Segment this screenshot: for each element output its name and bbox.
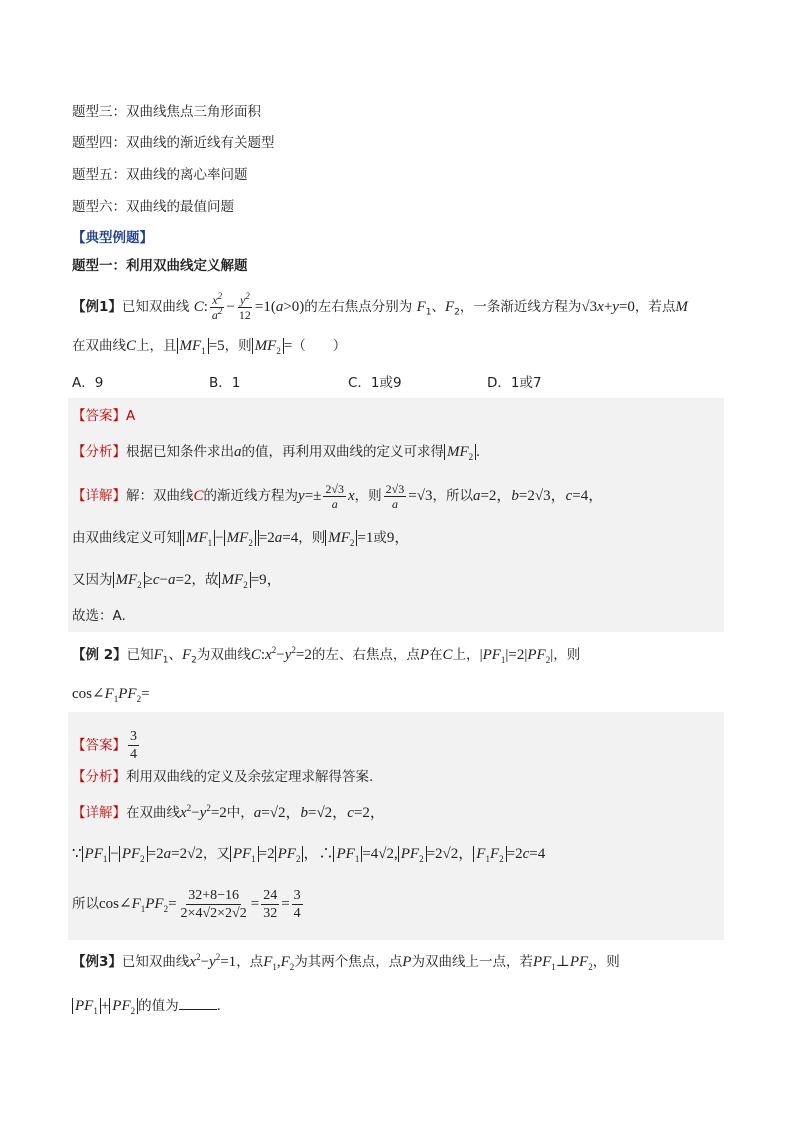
ex2-analysis (72, 767, 373, 787)
ex2-text: 已知 (126, 647, 154, 663)
detail-text: ，则 (354, 488, 382, 504)
analysis-tag: 【分析】 (72, 769, 126, 785)
ex1-conclusion: 故选：A. (72, 608, 126, 624)
section-heading: 【典型例题】 (72, 230, 153, 246)
answer-numerator: 3 (130, 729, 137, 744)
detail-text: 的渐近线方程为 (203, 488, 299, 504)
ex3-text: 为其两个焦点，点 (294, 954, 403, 970)
answer-tag: 【答案】 (72, 408, 126, 424)
ex2-detail-line1: 【详解】在双曲线$x^2-y^2=2$中，a=√2，b=√2，c=2， (72, 803, 385, 821)
analysis-tag: 【分析】 (72, 444, 126, 460)
ex1-analysis: 【分析】根据已知条件求出a的值，再利用双曲线的定义可求得 $MF_2$ . (72, 444, 480, 462)
ex1-text: （ ） (292, 338, 347, 354)
ex1-option-c[interactable]: C．1或9 (348, 375, 402, 391)
analysis-text: 利用双曲线的定义及余弦定理求解得答案. (126, 769, 374, 785)
ex1-text: ，一条渐近线方程为 (459, 299, 582, 315)
detail-text: 所以 (72, 896, 99, 912)
detail-text: ，则 (298, 530, 326, 546)
ex2-detail-line3: 所以$\cos\angle F_1PF_2=$ $\frac{32+8-16}{2\times 4√2\times 2√2}$ = $\frac{24}{32}$ = $\frac{3}{4}$ (72, 887, 301, 921)
ex3-text: 为双曲线上一点，若 (411, 954, 533, 970)
ex1-question-line2: 在双曲线C上，且 $MF_1 =5$，则 $MF_2$ =（ ） (72, 338, 347, 356)
detail-text: 在双曲线 (126, 805, 180, 821)
ex3-text: ，点 (236, 954, 264, 970)
ex2-text: 在 (429, 647, 443, 663)
ex1-text: 的左右焦点分别为 (304, 299, 413, 315)
ex3-text: . (216, 998, 221, 1014)
answer-blank[interactable] (179, 997, 217, 1010)
detail-text: ，所以 (432, 488, 473, 504)
ex1-question-line1: 【例1】已知双曲线 C: $\frac{x^2}{a^2}$ − $\frac{y^2}{12}$ =1(a>0)的左右焦点分别为 $F_1$、$F_2$，一条渐近线方程为√3x+y=0，若点M (72, 290, 688, 322)
ex2-detail-line2: ∵ $PF_1 - PF_2 =2a=2√2$，又 $PF_1 =2$ $PF_2$ ，∴ $PF_1 =4√2$, $PF_2 =2√2$， $F_1F_2 =2c=4$ (72, 846, 546, 864)
ex1-text: 上，且 (136, 338, 177, 354)
ex1-option-d[interactable]: D．1或7 (487, 375, 542, 391)
ex2-text: ，则 (553, 647, 581, 663)
ex1-curve-eq: C (193, 299, 204, 315)
ex1-text: 已知双曲线 (121, 299, 190, 315)
type-item-6: 题型六：双曲线的最值问题 (72, 199, 234, 215)
detail-text: 或 (373, 530, 387, 546)
ex2-tag: 【例 2】 (72, 647, 127, 663)
ex2-question-line1: 【例 2】已知$F_1$、$F_2$为双曲线$C:x^2-y^2=2$的左、右焦点，点P在C上，$|PF_1|=2|PF_2|$，则 (72, 645, 581, 666)
detail-text: 解：双曲线 (126, 488, 194, 504)
ex1-options (72, 373, 672, 393)
analysis-text: 根据已知条件求出 (126, 444, 234, 460)
type-item-5: 题型五：双曲线的离心率问题 (72, 167, 248, 183)
ex3-tag: 【例3】 (72, 954, 122, 970)
ex2-text: 的左、右焦点，点 (311, 647, 420, 663)
detail-text: 中， (226, 805, 254, 821)
ex3-text: 的值为 (138, 998, 179, 1014)
detail-tag: 【详解】 (72, 488, 126, 504)
analysis-text: 的值，再利用双曲线的定义可求得 (241, 444, 444, 460)
detail-text: 又因为 (72, 572, 113, 588)
detail-tag: 【详解】 (72, 805, 126, 821)
ex1-option-a[interactable]: A．9 (72, 375, 104, 391)
detail-text: ，故 (191, 572, 219, 588)
ex3-question-line1: 【例3】已知双曲线$x^2-y^2=1$，点$F_1,F_2$为其两个焦点，点P为双曲线上一点，若$PF_1\perp PF_2$，则 (72, 952, 620, 972)
ex2-answer (72, 728, 141, 762)
type-item-3: 题型三：双曲线焦点三角形面积 (72, 104, 261, 120)
ex3-text: ，则 (592, 954, 620, 970)
ex2-question-line2: $\cos\angle F_1PF_2=$ (72, 686, 150, 704)
ex1-option-b[interactable]: B．1 (209, 375, 241, 391)
answer-value: A (126, 408, 136, 424)
ex1-text: 在双曲线 (72, 338, 126, 354)
ex2-text: 、 (168, 647, 182, 663)
detail-text: 又 (216, 846, 230, 862)
ex1-tag: 【例1】 (72, 299, 122, 315)
ex1-text: ，若点 (634, 299, 676, 315)
ex3-question-line2: $PF_1 + PF_2$ 的值为 . (72, 996, 221, 1016)
ex3-text: 已知双曲线 (121, 954, 190, 970)
ex1-text: ，则 (224, 338, 252, 354)
ex1-answer (72, 406, 135, 426)
ex1-detail-line1: 【详解】解：双曲线C的渐近线方程为y=± $\frac{2√3}{a}$ x，则 $\frac{2√3}{a}$ =√3，所以a=2，b=2√3，c=4， (72, 481, 604, 511)
answer-denominator: 4 (130, 747, 137, 762)
ex1-detail-line3: 又因为 $MF_2 \ge c-a=2$，故 $MF_2 =9$， (72, 572, 282, 590)
ex2-text: 上， (452, 647, 480, 663)
detail-text: 由双曲线定义可知 (72, 530, 180, 546)
type-item-4: 题型四：双曲线的渐近线有关题型 (72, 135, 275, 151)
ex2-text: 为双曲线 (196, 647, 251, 663)
type1-heading: 题型一：利用双曲线定义解题 (72, 258, 248, 274)
answer-tag: 【答案】 (72, 737, 126, 754)
ex1-detail-line2: 由双曲线定义可知 $MF_1 - MF_2 =2a=4$，则 $MF_2 =1$或9， (72, 530, 410, 548)
